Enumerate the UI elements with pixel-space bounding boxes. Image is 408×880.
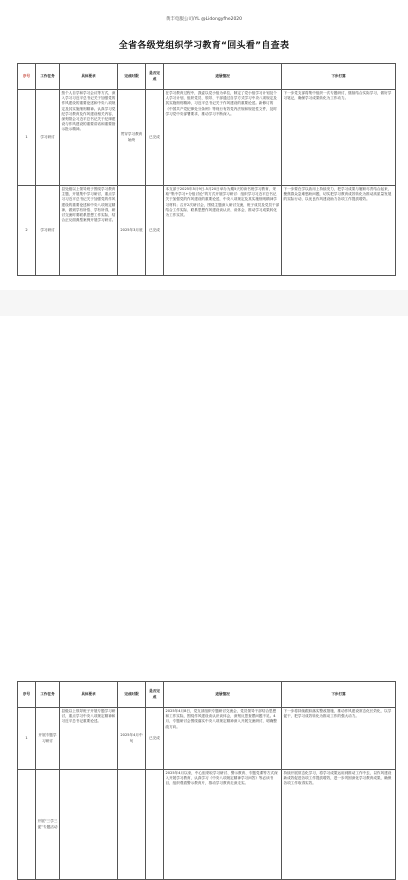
table-row [18, 770, 396, 880]
page-title: 全省各级党组织学习教育“回头看”自查表 [118, 41, 290, 51]
col-header-task: 工作任务 [36, 682, 60, 708]
cell-plan: 下一步将持续跟踪落实整改措施，推动作风建设常态化长效化，以学促干，把学习成效转化为推动工作的强大动力。 [282, 708, 396, 770]
page-1 [0, 0, 408, 290]
cell-done: 已完成 [146, 90, 164, 186]
cell-no: 1 [18, 708, 36, 770]
cell-plan: 持续开展常态化学习，将学习成果运用到推动工作中去，以作风建设新成效促进各项工作提质增效，进一步巩固深化学习教育成果，确保各项工作取得实效。 [282, 770, 396, 880]
cell-task: 开展专题学习研讨 [36, 708, 60, 770]
cell-progress: 在学习教育过程中，我委以党小组为单位，制定了党小组学习计划及个人学习计划，组织党员、领导、干部通过自学方式学习中央八项规定及其实施细则精神，习近平总书记关于作风建设的重要论述。新修订的《中国共产党纪律处分条例》等现行有效党内法规和规范性文件，及时学习党中央部署要求，推动学习不断深入。 [164, 90, 282, 186]
cell-plan: 下一步要在学以致用上持续发力，把学习成果与履职尽责结合起来，聚焦群众急难愁盼问题，切实把学习教育成效转化为推动高质量发展的实际行动，以优良作风建设助力各项工作提质增效。 [282, 186, 396, 276]
cell-done: 已完成 [146, 186, 164, 276]
cell-no: 2 [18, 186, 36, 276]
cell-progress: 本支部于2025年5月9日-5月20日举办为期5天的读书班学习教育，采取“集中学习+分组讨论”的方式开展学习研讨：组织学习习近平总书记关于加强党的作风建设的重要论述，中央八项规定及其实施细则精神学习材料；召开2次研讨会，围绕主题深入研讨交流，班子成员及党员干部结合工作实际、联系思想作风建设谈认识、谈体会，推动学习成果转化为工作实效。 [164, 186, 282, 276]
cell-requirement [60, 770, 118, 880]
cell-plan: 下一步党支部将集中组织一次专题研讨，继续结合实际学习，做好学习笔记，确保学习成果转化为工作动力。 [282, 90, 396, 186]
header-note: 黄丰电服公司/YL @Lidongyfhe2020 [165, 17, 243, 22]
cell-deadline: 2025年4月中旬 [118, 708, 146, 770]
table-row [18, 708, 396, 770]
col-header-progress: 进展情况 [164, 682, 282, 708]
self-check-table-2 [17, 681, 396, 880]
cell-progress: 2025年4月8日，党支部组织专题研讨交流会，党员领导干部结合思想和工作实际，围绕作风建设谈认识谈体会，深刻反思查摆问题不足。4月，专题研讨会围绕落实中央八项规定精神深入开展交流研讨，明确整改方向。 [164, 708, 282, 770]
cell-done: 已完成 [146, 708, 164, 770]
col-header-plan: 下步打算 [282, 682, 396, 708]
cell-deadline: 贯穿学习教育始终 [118, 90, 146, 186]
col-header-no: 序号 [18, 682, 36, 708]
cell-requirement: 县级以上领导班子开展专题学习研讨，重点学习中央八项规定精神和习近平总书记重要论述。 [60, 708, 118, 770]
page-2 [0, 316, 408, 829]
cell-no: 1 [18, 90, 36, 186]
col-header-done: 是否完成 [146, 64, 164, 90]
col-header-done: 是否完成 [146, 682, 164, 708]
col-header-task: 工作任务 [36, 64, 60, 90]
table-header-row [18, 64, 396, 90]
col-header-requirement: 具体要求 [60, 64, 118, 90]
col-header-progress: 进展情况 [164, 64, 282, 90]
col-header-deadline: 完成时限 [118, 64, 146, 90]
cell-deadline: 2025年3月底 [118, 186, 146, 276]
cell-progress: 2025年4月以来，中心组采取学习研讨、警示教育、专题党课等方式深入开展学习教育，认真学习《中央八项规定精神学习问答》等必读书目，组织观看警示教育片，推动学习教育走深走实。 [164, 770, 282, 880]
cell-requirement: 按个人自学和学习会议等方式，深入学习习近平总书记关于加强党的作风建设的重要论述和中央八项规定及其实施细则精神。认真学习党纪学习教育及作风建设相关内容，深刻领会习近平总书记关于纪律建设与作风建设的重要讲话和重要指示批示精神。 [60, 90, 118, 186]
cell-done [146, 770, 164, 880]
col-header-no: 序号 [18, 64, 36, 90]
col-header-deadline: 完成时限 [118, 682, 146, 708]
table-header-row [18, 682, 396, 708]
cell-task: 学习研讨 [36, 90, 60, 186]
col-header-plan: 下步打算 [282, 64, 396, 90]
table-row [18, 186, 396, 276]
cell-task: 开展“三学三促”专题活动 [36, 770, 60, 880]
self-check-table-1 [17, 63, 396, 276]
cell-task: 学习研讨 [36, 186, 60, 276]
page-gap [0, 290, 408, 316]
col-header-requirement: 具体要求 [60, 682, 118, 708]
cell-deadline [118, 770, 146, 880]
table-row [18, 90, 396, 186]
cell-requirement: 县处级以上领导班子围绕学习教育主题，开展集中学习研讨，重点学习习近平总书记关于加强党的作风建设的重要论述和中央八项规定精神，做到学有所悟、学有所得，研讨交流时要联系思想工作实际，结合正反面典型案例开展学习研讨。 [60, 186, 118, 276]
cell-no [18, 770, 36, 880]
